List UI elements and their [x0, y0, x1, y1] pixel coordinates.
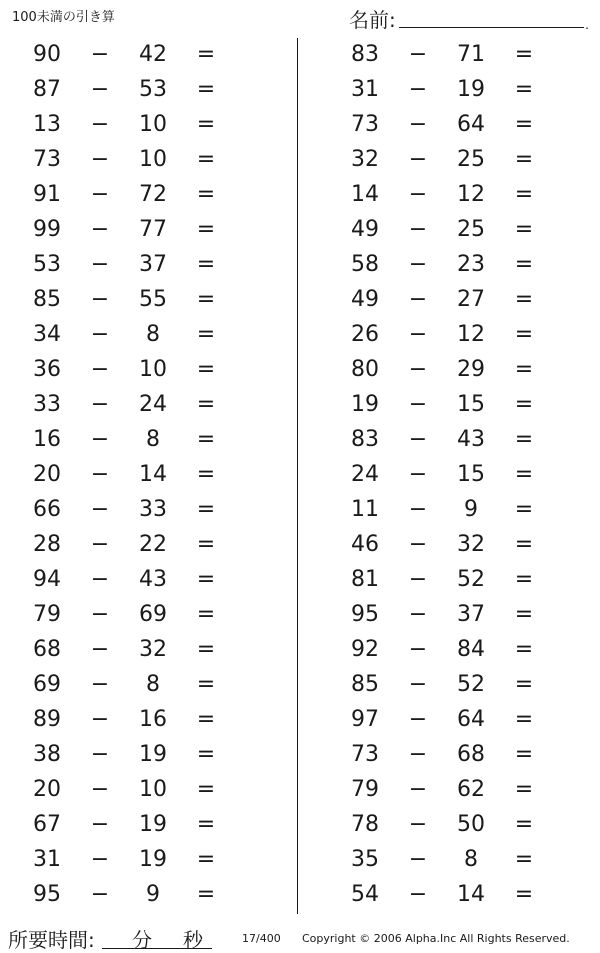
problem-row [0, 598, 280, 633]
equals-sign: = [196, 217, 216, 242]
equals-sign: = [514, 322, 534, 347]
minuend: 20 [33, 777, 61, 802]
subtrahend: 72 [139, 182, 167, 207]
minus-sign: − [408, 672, 428, 697]
minuend: 24 [351, 462, 379, 487]
minuend: 38 [33, 742, 61, 767]
problem-row [0, 843, 280, 878]
problem-row [0, 213, 280, 248]
minuend: 46 [351, 532, 379, 557]
minuend: 79 [351, 777, 379, 802]
minus-sign: − [408, 567, 428, 592]
problem-row [0, 633, 280, 668]
problem-row [318, 178, 598, 213]
problem-row [0, 738, 280, 773]
minus-sign: − [90, 497, 110, 522]
minuend: 90 [33, 42, 61, 67]
minuend: 31 [351, 77, 379, 102]
minus-sign: − [90, 427, 110, 452]
subtrahend: 25 [457, 217, 485, 242]
name-field[interactable] [349, 4, 589, 34]
minus-sign: − [90, 882, 110, 907]
minus-sign: − [408, 357, 428, 382]
problem-row [318, 878, 598, 913]
equals-sign: = [196, 602, 216, 627]
problem-row [0, 563, 280, 598]
subtrahend: 10 [139, 777, 167, 802]
minus-sign: − [90, 777, 110, 802]
problem-row [0, 703, 280, 738]
subtrahend: 10 [139, 112, 167, 137]
minus-sign: − [408, 42, 428, 67]
minus-sign: − [90, 707, 110, 732]
equals-sign: = [514, 182, 534, 207]
minuend: 95 [351, 602, 379, 627]
minuend: 66 [33, 497, 61, 522]
minuend: 67 [33, 812, 61, 837]
minuend: 54 [351, 882, 379, 907]
subtrahend: 64 [457, 112, 485, 137]
minus-sign: − [90, 182, 110, 207]
minuend: 35 [351, 847, 379, 872]
problem-row [0, 808, 280, 843]
problem-row [318, 73, 598, 108]
subtrahend: 15 [457, 392, 485, 417]
minuend: 87 [33, 77, 61, 102]
minuend: 20 [33, 462, 61, 487]
minuend: 33 [33, 392, 61, 417]
subtrahend: 9 [146, 882, 160, 907]
subtrahend: 27 [457, 287, 485, 312]
minuend: 99 [33, 217, 61, 242]
subtrahend: 37 [139, 252, 167, 277]
minus-sign: − [408, 532, 428, 557]
subtrahend: 8 [146, 322, 160, 347]
subtrahend: 24 [139, 392, 167, 417]
minus-sign: − [90, 532, 110, 557]
minuend: 32 [351, 147, 379, 172]
equals-sign: = [196, 777, 216, 802]
minuend: 94 [33, 567, 61, 592]
equals-sign: = [196, 497, 216, 522]
equals-sign: = [196, 287, 216, 312]
subtrahend: 69 [139, 602, 167, 627]
problem-row [0, 178, 280, 213]
name-underline [399, 27, 584, 28]
minus-sign: − [90, 112, 110, 137]
left-problem-column [0, 38, 280, 913]
subtrahend: 64 [457, 707, 485, 732]
subtrahend: 9 [464, 497, 478, 522]
copyright-notice: Copyright © 2006 Alpha.Inc All Rights Reserved. [302, 932, 570, 945]
equals-sign: = [196, 637, 216, 662]
equals-sign: = [514, 217, 534, 242]
equals-sign: = [514, 637, 534, 662]
equals-sign: = [196, 182, 216, 207]
equals-sign: = [196, 882, 216, 907]
equals-sign: = [196, 147, 216, 172]
subtrahend: 14 [457, 882, 485, 907]
equals-sign: = [196, 42, 216, 67]
minuend: 89 [33, 707, 61, 732]
equals-sign: = [196, 812, 216, 837]
equals-sign: = [196, 462, 216, 487]
subtrahend: 22 [139, 532, 167, 557]
problem-row [318, 108, 598, 143]
equals-sign: = [514, 847, 534, 872]
minuend: 49 [351, 217, 379, 242]
equals-sign: = [514, 672, 534, 697]
subtrahend: 50 [457, 812, 485, 837]
minus-sign: − [408, 497, 428, 522]
minuend: 13 [33, 112, 61, 137]
equals-sign: = [514, 147, 534, 172]
equals-sign: = [514, 497, 534, 522]
minus-sign: − [408, 252, 428, 277]
minus-sign: − [90, 42, 110, 67]
subtrahend: 19 [139, 847, 167, 872]
equals-sign: = [514, 462, 534, 487]
minuend: 58 [351, 252, 379, 277]
problem-row [318, 773, 598, 808]
problem-row [0, 878, 280, 913]
minus-sign: − [408, 812, 428, 837]
problem-row [0, 458, 280, 493]
problem-row [318, 843, 598, 878]
problem-row [0, 73, 280, 108]
minuend: 16 [33, 427, 61, 452]
minuend: 28 [33, 532, 61, 557]
subtrahend: 12 [457, 322, 485, 347]
minus-sign: − [90, 847, 110, 872]
minuend: 26 [351, 322, 379, 347]
subtrahend: 19 [457, 77, 485, 102]
subtrahend: 77 [139, 217, 167, 242]
subtrahend: 15 [457, 462, 485, 487]
minuend: 68 [33, 637, 61, 662]
minus-sign: − [408, 77, 428, 102]
subtrahend: 10 [139, 147, 167, 172]
problem-row [318, 248, 598, 283]
subtrahend: 43 [457, 427, 485, 452]
minus-sign: − [408, 392, 428, 417]
problem-row [0, 283, 280, 318]
minuend: 95 [33, 882, 61, 907]
equals-sign: = [514, 252, 534, 277]
subtrahend: 84 [457, 637, 485, 662]
minuend: 92 [351, 637, 379, 662]
minus-sign: − [408, 637, 428, 662]
subtrahend: 32 [139, 637, 167, 662]
minuend: 49 [351, 287, 379, 312]
worksheet-title: 100未満の引き算 [12, 10, 115, 25]
minuend: 11 [351, 497, 379, 522]
subtrahend: 8 [146, 672, 160, 697]
minuend: 14 [351, 182, 379, 207]
equals-sign: = [514, 287, 534, 312]
minus-sign: − [408, 427, 428, 452]
problem-row [318, 808, 598, 843]
equals-sign: = [196, 357, 216, 382]
equals-sign: = [196, 77, 216, 102]
equals-sign: = [196, 847, 216, 872]
subtrahend: 25 [457, 147, 485, 172]
time-taken-label: 所要時間: [8, 928, 95, 952]
equals-sign: = [196, 322, 216, 347]
equals-sign: = [514, 742, 534, 767]
subtrahend: 12 [457, 182, 485, 207]
equals-sign: = [514, 567, 534, 592]
subtrahend: 52 [457, 567, 485, 592]
minus-sign: − [90, 567, 110, 592]
equals-sign: = [514, 777, 534, 802]
equals-sign: = [514, 532, 534, 557]
minus-sign: − [408, 777, 428, 802]
minuend: 81 [351, 567, 379, 592]
problem-row [0, 668, 280, 703]
equals-sign: = [196, 427, 216, 452]
equals-sign: = [514, 77, 534, 102]
problem-row [0, 773, 280, 808]
minuend: 79 [33, 602, 61, 627]
equals-sign: = [196, 532, 216, 557]
problem-row [318, 528, 598, 563]
time-underline [102, 948, 212, 949]
equals-sign: = [514, 882, 534, 907]
minus-sign: − [90, 462, 110, 487]
minuend: 80 [351, 357, 379, 382]
minus-sign: − [90, 252, 110, 277]
subtrahend: 37 [457, 602, 485, 627]
problem-row [0, 388, 280, 423]
minuend: 73 [351, 112, 379, 137]
minus-sign: − [90, 392, 110, 417]
equals-sign: = [196, 672, 216, 697]
problem-row [318, 493, 598, 528]
minuend: 91 [33, 182, 61, 207]
minuend: 78 [351, 812, 379, 837]
problem-row [318, 143, 598, 178]
equals-sign: = [196, 112, 216, 137]
subtrahend: 71 [457, 42, 485, 67]
minus-sign: − [408, 147, 428, 172]
minuend: 19 [351, 392, 379, 417]
problem-row [0, 528, 280, 563]
name-end-dot: . [585, 18, 589, 32]
problem-row [318, 738, 598, 773]
problem-row [318, 458, 598, 493]
equals-sign: = [514, 707, 534, 732]
problem-row [318, 283, 598, 318]
minus-sign: − [90, 77, 110, 102]
subtrahend: 32 [457, 532, 485, 557]
problem-row [0, 38, 280, 73]
subtrahend: 68 [457, 742, 485, 767]
minuend: 34 [33, 322, 61, 347]
problem-row [0, 108, 280, 143]
equals-sign: = [196, 742, 216, 767]
minus-sign: − [408, 742, 428, 767]
minus-sign: − [408, 217, 428, 242]
minus-sign: − [90, 287, 110, 312]
problem-row [318, 213, 598, 248]
minus-sign: − [408, 322, 428, 347]
minuend: 85 [33, 287, 61, 312]
minuend: 83 [351, 42, 379, 67]
minuend: 83 [351, 427, 379, 452]
minus-sign: − [408, 112, 428, 137]
subtrahend: 52 [457, 672, 485, 697]
minus-sign: − [90, 217, 110, 242]
minus-sign: − [90, 812, 110, 837]
problem-row [0, 143, 280, 178]
subtrahend: 53 [139, 77, 167, 102]
minuend: 36 [33, 357, 61, 382]
subtrahend: 16 [139, 707, 167, 732]
subtrahend: 19 [139, 812, 167, 837]
subtrahend: 8 [464, 847, 478, 872]
equals-sign: = [196, 392, 216, 417]
minuend: 85 [351, 672, 379, 697]
equals-sign: = [196, 252, 216, 277]
subtrahend: 23 [457, 252, 485, 277]
right-problem-column [318, 38, 598, 913]
minuend: 53 [33, 252, 61, 277]
problem-row [0, 248, 280, 283]
subtrahend: 42 [139, 42, 167, 67]
minus-sign: − [90, 602, 110, 627]
subtrahend: 8 [146, 427, 160, 452]
problem-row [318, 38, 598, 73]
minuend: 97 [351, 707, 379, 732]
problem-row [318, 423, 598, 458]
equals-sign: = [514, 812, 534, 837]
subtrahend: 62 [457, 777, 485, 802]
equals-sign: = [514, 357, 534, 382]
equals-sign: = [514, 112, 534, 137]
problem-row [318, 598, 598, 633]
subtrahend: 19 [139, 742, 167, 767]
equals-sign: = [196, 567, 216, 592]
problem-row [318, 668, 598, 703]
problem-row [318, 318, 598, 353]
subtrahend: 33 [139, 497, 167, 522]
minus-sign: − [90, 322, 110, 347]
minus-sign: − [408, 707, 428, 732]
equals-sign: = [514, 42, 534, 67]
problem-row [0, 353, 280, 388]
subtrahend: 55 [139, 287, 167, 312]
subtrahend: 43 [139, 567, 167, 592]
problem-row [0, 493, 280, 528]
equals-sign: = [514, 602, 534, 627]
subtrahend: 10 [139, 357, 167, 382]
minus-sign: − [90, 672, 110, 697]
minuend: 73 [33, 147, 61, 172]
problem-row [318, 353, 598, 388]
minus-sign: − [90, 147, 110, 172]
page-number: 17/400 [242, 932, 281, 945]
minus-sign: − [90, 637, 110, 662]
minuend: 69 [33, 672, 61, 697]
minuend: 73 [351, 742, 379, 767]
minus-sign: − [90, 357, 110, 382]
seconds-label: 秒 [183, 928, 203, 952]
subtrahend: 14 [139, 462, 167, 487]
equals-sign: = [514, 427, 534, 452]
problem-row [318, 563, 598, 598]
equals-sign: = [514, 392, 534, 417]
minutes-label: 分 [132, 928, 152, 952]
minus-sign: − [408, 882, 428, 907]
problem-row [318, 703, 598, 738]
minus-sign: − [408, 602, 428, 627]
problem-row [318, 388, 598, 423]
column-divider [297, 38, 298, 914]
minus-sign: − [408, 847, 428, 872]
minus-sign: − [90, 742, 110, 767]
subtrahend: 29 [457, 357, 485, 382]
minus-sign: − [408, 287, 428, 312]
minuend: 31 [33, 847, 61, 872]
name-label: 名前: [349, 8, 396, 32]
problem-row [0, 423, 280, 458]
problem-row [0, 318, 280, 353]
problem-row [318, 633, 598, 668]
equals-sign: = [196, 707, 216, 732]
minus-sign: − [408, 182, 428, 207]
minus-sign: − [408, 462, 428, 487]
